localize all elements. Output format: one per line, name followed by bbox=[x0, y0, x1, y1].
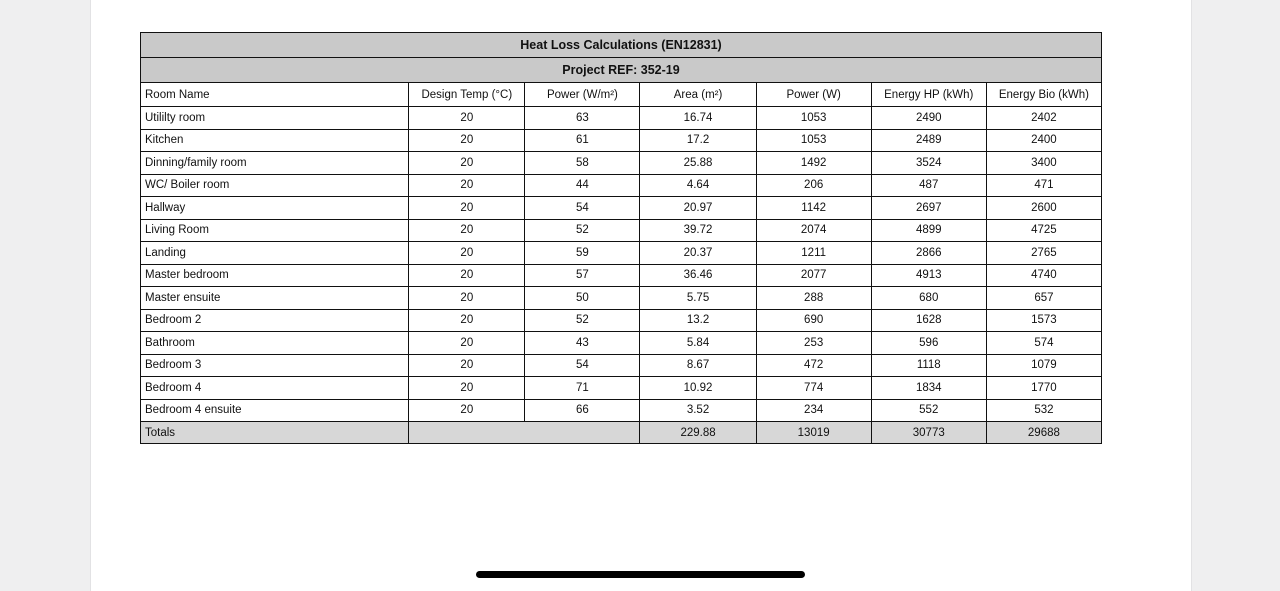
header-power-w: Power (W) bbox=[756, 83, 871, 107]
room-name-cell: Bedroom 2 bbox=[141, 309, 409, 332]
area-cell: 17.2 bbox=[640, 129, 756, 152]
header-energy-bio: Energy Bio (kWh) bbox=[986, 83, 1101, 107]
design-temp-cell: 20 bbox=[409, 129, 525, 152]
energy-hp-cell: 680 bbox=[871, 287, 986, 310]
design-temp-cell: 20 bbox=[409, 174, 525, 197]
design-temp-cell: 20 bbox=[409, 107, 525, 130]
energy-bio-cell: 1770 bbox=[986, 377, 1101, 400]
table-row bbox=[141, 219, 1102, 242]
energy-bio-cell: 1079 bbox=[986, 354, 1101, 377]
power-per-m2-cell: 43 bbox=[525, 332, 640, 355]
design-temp-cell: 20 bbox=[409, 354, 525, 377]
project-ref: Project REF: 352-19 bbox=[141, 58, 1102, 83]
energy-bio-cell: 471 bbox=[986, 174, 1101, 197]
area-cell: 16.74 bbox=[640, 107, 756, 130]
project-ref-row bbox=[141, 58, 1102, 83]
table-title-row bbox=[141, 33, 1102, 58]
design-temp-cell: 20 bbox=[409, 399, 525, 422]
totals-power: 13019 bbox=[756, 422, 871, 444]
power-w-cell: 2077 bbox=[756, 264, 871, 287]
heat-loss-table bbox=[140, 32, 1102, 444]
design-temp-cell: 20 bbox=[409, 309, 525, 332]
room-name-cell: Master bedroom bbox=[141, 264, 409, 287]
power-w-cell: 206 bbox=[756, 174, 871, 197]
power-w-cell: 253 bbox=[756, 332, 871, 355]
table-row bbox=[141, 174, 1102, 197]
area-cell: 13.2 bbox=[640, 309, 756, 332]
table-row bbox=[141, 197, 1102, 220]
power-per-m2-cell: 59 bbox=[525, 242, 640, 265]
energy-bio-cell: 2402 bbox=[986, 107, 1101, 130]
table-row bbox=[141, 264, 1102, 287]
power-per-m2-cell: 54 bbox=[525, 354, 640, 377]
area-cell: 25.88 bbox=[640, 152, 756, 175]
totals-row bbox=[141, 422, 1102, 444]
area-cell: 36.46 bbox=[640, 264, 756, 287]
room-name-cell: Utililty room bbox=[141, 107, 409, 130]
energy-hp-cell: 1628 bbox=[871, 309, 986, 332]
area-cell: 39.72 bbox=[640, 219, 756, 242]
area-cell: 3.52 bbox=[640, 399, 756, 422]
power-per-m2-cell: 58 bbox=[525, 152, 640, 175]
energy-hp-cell: 1834 bbox=[871, 377, 986, 400]
energy-bio-cell: 4725 bbox=[986, 219, 1101, 242]
totals-energy-hp: 30773 bbox=[871, 422, 986, 444]
energy-bio-cell: 574 bbox=[986, 332, 1101, 355]
area-cell: 8.67 bbox=[640, 354, 756, 377]
energy-hp-cell: 4899 bbox=[871, 219, 986, 242]
power-per-m2-cell: 66 bbox=[525, 399, 640, 422]
header-row bbox=[141, 83, 1102, 107]
energy-bio-cell: 4740 bbox=[986, 264, 1101, 287]
totals-label: Totals bbox=[141, 422, 409, 444]
table-row bbox=[141, 377, 1102, 400]
power-per-m2-cell: 57 bbox=[525, 264, 640, 287]
area-cell: 20.97 bbox=[640, 197, 756, 220]
power-w-cell: 1211 bbox=[756, 242, 871, 265]
power-w-cell: 1142 bbox=[756, 197, 871, 220]
power-w-cell: 472 bbox=[756, 354, 871, 377]
power-per-m2-cell: 52 bbox=[525, 219, 640, 242]
totals-area: 229.88 bbox=[640, 422, 756, 444]
table-title: Heat Loss Calculations (EN12831) bbox=[141, 33, 1102, 58]
room-name-cell: Bedroom 4 bbox=[141, 377, 409, 400]
energy-bio-cell: 3400 bbox=[986, 152, 1101, 175]
power-w-cell: 690 bbox=[756, 309, 871, 332]
power-w-cell: 234 bbox=[756, 399, 871, 422]
energy-hp-cell: 2490 bbox=[871, 107, 986, 130]
table-row bbox=[141, 242, 1102, 265]
energy-hp-cell: 596 bbox=[871, 332, 986, 355]
room-name-cell: Landing bbox=[141, 242, 409, 265]
document-page bbox=[90, 0, 1192, 591]
power-w-cell: 1492 bbox=[756, 152, 871, 175]
design-temp-cell: 20 bbox=[409, 219, 525, 242]
design-temp-cell: 20 bbox=[409, 332, 525, 355]
area-cell: 5.75 bbox=[640, 287, 756, 310]
energy-bio-cell: 532 bbox=[986, 399, 1101, 422]
energy-bio-cell: 2765 bbox=[986, 242, 1101, 265]
totals-blank bbox=[409, 422, 640, 444]
energy-hp-cell: 2866 bbox=[871, 242, 986, 265]
room-name-cell: Kitchen bbox=[141, 129, 409, 152]
power-w-cell: 774 bbox=[756, 377, 871, 400]
table-row bbox=[141, 107, 1102, 130]
table-row bbox=[141, 399, 1102, 422]
totals-energy-bio: 29688 bbox=[986, 422, 1101, 444]
energy-bio-cell: 2400 bbox=[986, 129, 1101, 152]
energy-bio-cell: 657 bbox=[986, 287, 1101, 310]
design-temp-cell: 20 bbox=[409, 152, 525, 175]
header-area: Area (m²) bbox=[640, 83, 756, 107]
energy-hp-cell: 1118 bbox=[871, 354, 986, 377]
power-per-m2-cell: 50 bbox=[525, 287, 640, 310]
power-w-cell: 1053 bbox=[756, 107, 871, 130]
design-temp-cell: 20 bbox=[409, 287, 525, 310]
room-name-cell: Hallway bbox=[141, 197, 409, 220]
energy-hp-cell: 4913 bbox=[871, 264, 986, 287]
header-room-name: Room Name bbox=[141, 83, 409, 107]
room-name-cell: Bedroom 4 ensuite bbox=[141, 399, 409, 422]
energy-bio-cell: 2600 bbox=[986, 197, 1101, 220]
energy-hp-cell: 2697 bbox=[871, 197, 986, 220]
energy-hp-cell: 3524 bbox=[871, 152, 986, 175]
area-cell: 20.37 bbox=[640, 242, 756, 265]
header-energy-hp: Energy HP (kWh) bbox=[871, 83, 986, 107]
power-per-m2-cell: 52 bbox=[525, 309, 640, 332]
power-w-cell: 2074 bbox=[756, 219, 871, 242]
power-per-m2-cell: 54 bbox=[525, 197, 640, 220]
energy-bio-cell: 1573 bbox=[986, 309, 1101, 332]
design-temp-cell: 20 bbox=[409, 197, 525, 220]
table-row bbox=[141, 129, 1102, 152]
room-name-cell: Master ensuite bbox=[141, 287, 409, 310]
table-row bbox=[141, 287, 1102, 310]
room-name-cell: Dinning/family room bbox=[141, 152, 409, 175]
room-name-cell: Bathroom bbox=[141, 332, 409, 355]
table-row bbox=[141, 332, 1102, 355]
power-per-m2-cell: 44 bbox=[525, 174, 640, 197]
table-row bbox=[141, 152, 1102, 175]
area-cell: 5.84 bbox=[640, 332, 756, 355]
energy-hp-cell: 487 bbox=[871, 174, 986, 197]
header-design-temp: Design Temp (°C) bbox=[409, 83, 525, 107]
energy-hp-cell: 552 bbox=[871, 399, 986, 422]
design-temp-cell: 20 bbox=[409, 264, 525, 287]
energy-hp-cell: 2489 bbox=[871, 129, 986, 152]
header-power-per-m2: Power (W/m²) bbox=[525, 83, 640, 107]
area-cell: 10.92 bbox=[640, 377, 756, 400]
power-per-m2-cell: 61 bbox=[525, 129, 640, 152]
power-w-cell: 288 bbox=[756, 287, 871, 310]
design-temp-cell: 20 bbox=[409, 377, 525, 400]
power-per-m2-cell: 63 bbox=[525, 107, 640, 130]
room-name-cell: Living Room bbox=[141, 219, 409, 242]
table-row bbox=[141, 309, 1102, 332]
room-name-cell: WC/ Boiler room bbox=[141, 174, 409, 197]
design-temp-cell: 20 bbox=[409, 242, 525, 265]
home-indicator-bar[interactable] bbox=[476, 571, 805, 578]
power-per-m2-cell: 71 bbox=[525, 377, 640, 400]
table-row bbox=[141, 354, 1102, 377]
area-cell: 4.64 bbox=[640, 174, 756, 197]
room-name-cell: Bedroom 3 bbox=[141, 354, 409, 377]
power-w-cell: 1053 bbox=[756, 129, 871, 152]
